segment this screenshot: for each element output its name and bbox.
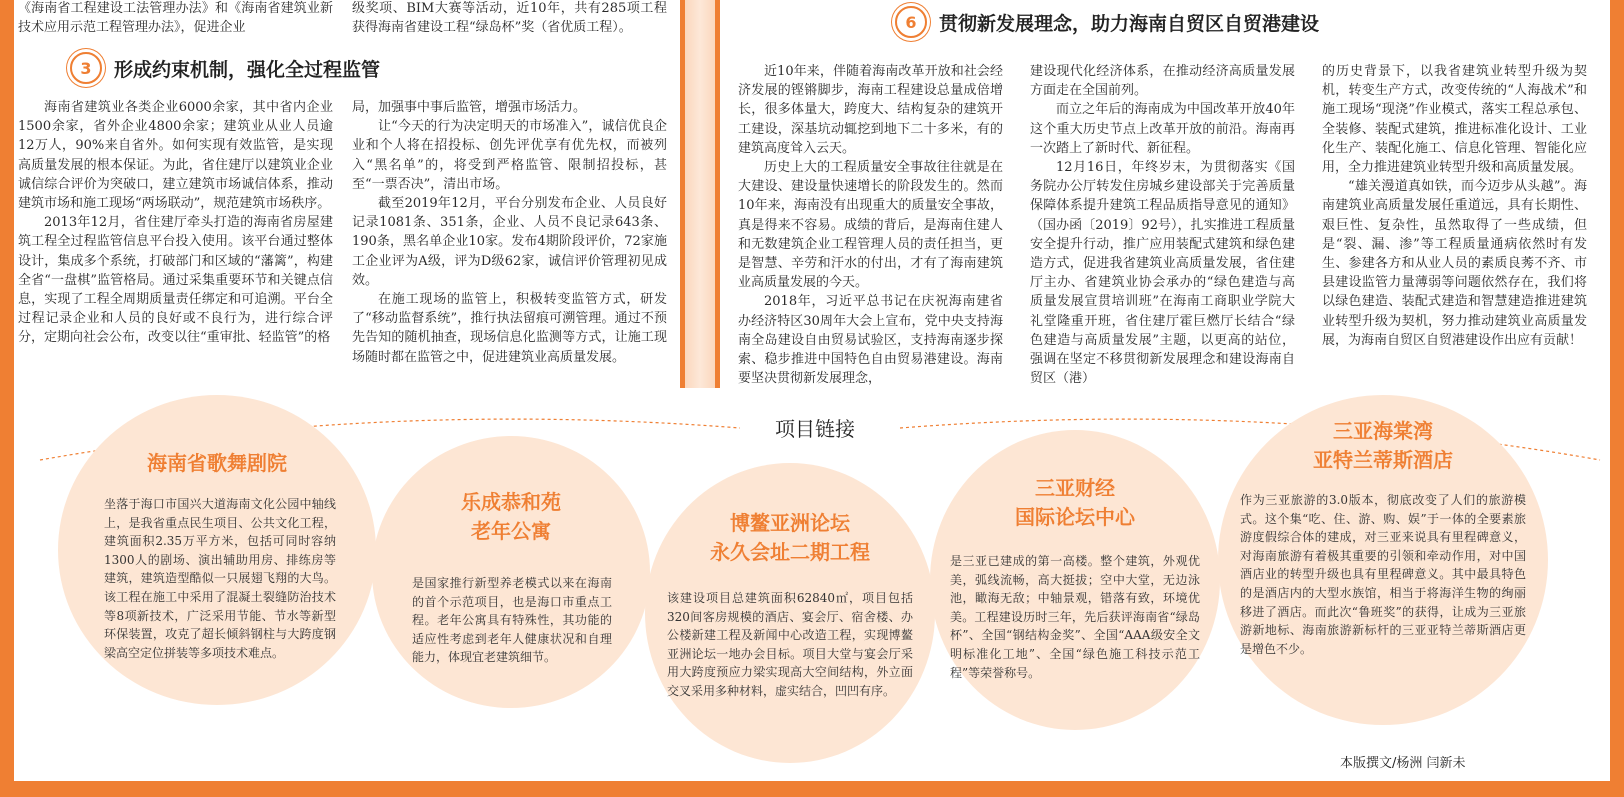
section-3-title: 形成约束机制，强化全过程监管 [114,58,381,81]
paragraph: 2018年，习近平总书记在庆祝海南建省办经济特区30周年大会上宣布，党中央支持海南全岛建设自由贸易试验区，支持海南逐步探索、稳步推进中国特色自由贸易港建设。海南要坚决贯彻新发展理念， [738,294,1003,387]
top-fragment-right: 级奖项、BIM大赛等活动，近10年，共有285项工程获得海南省建设工程“绿岛杯”奖（省优质工程）。 [352,1,667,36]
top-fragment-left: 《海南省工程建设工法管理办法》和《海南省建筑业新技术应用示范工程管理办法》，促进企业 [18,1,333,36]
paragraph: “雄关漫道真如铁，而今迈步从头越”。海南建筑业高质量发展任重道远，具有长期性、艰巨性、复杂性，虽然取得了一些成绩，但是“裂、漏、渗”等工程质量通病依然时有发生、参建各方和从业人员的素质良莠不齐、市县建设监管力量薄弱等问题依然存在，我们将以绿色建造、装配式建造和智慧建造推进建筑业转型升级为契机，努力推动建筑业高质量发展，为海南自贸区自贸港建设作出应有贡献！ [1322,179,1587,348]
paragraph: 建设现代化经济体系，在推动经济高质量发展方面走在全国前列。 [1030,64,1295,99]
paragraph: 截至2019年12月，平台分别发布企业、人员良好记录1081条、351条，企业、人员不良记录643条、190条，黑名单企业10家。发布4期阶段评价，72家施工企业评为A级，评为D级62家，诚信评价管理初见成效。 [352,196,667,288]
project-bubble-3 [645,463,935,763]
project-description: 坐落于海口市国兴大道海南文化公园中轴线上，是我省重点民生项目、公共文化工程，建筑面积2.35万平方米，包括可同时容纳1300人的剧场、演出辅助用房、排练房等建筑，建筑造型酷似一只展翅飞翔的大鸟。该工程在施工中采用了混凝土裂缝防治技术等8项新技术，广泛采用节能、节水等新型环保装置，攻克了超长倾斜钢柱与大跨度钢梁高空定位拼装等多项技术难点。 [104,497,336,660]
section-number-badge: 3 [70,52,102,84]
project-bubble-2 [372,436,650,708]
project-description: 是国家推行新型养老模式以来在海南的首个示范项目，也是海口市重点工程。老年公寓具有特殊性，其功能的适应性考虑到老年人健康状况和自理能力，体现宜老建筑细节。 [412,576,612,665]
section-6-title: 贯彻新发展理念，助力海南自贸区自贸港建设 [939,12,1320,35]
project-bubble-4 [930,430,1220,730]
paragraph: 局，加强事中事后监管，增强市场活力。 [352,100,587,115]
project-description: 是三亚已建成的第一高楼。整个建筑，外观优美，弧线流畅，高大挺拔；空中大堂，无边泳池，瞰海无敌；中轴景观，错落有致，环境优美。工程建设历时三年，先后获评海南省“绿岛杯”、全国“钢结构金奖”、全国“AAA级安全文明标准化工地”、全国“绿色施工科技示范工程”等荣誉称号。 [950,554,1200,680]
paragraph: 在施工现场的监管上，积极转变监管方式，研发了“移动监督系统”，推行执法留痕可溯管理。通过不预先告知的随机抽查，现场信息化监测等方式，让施工现场随时都在监管之中，促进建筑业高质量发展。 [352,292,667,365]
project-title: 乐成恭和苑 老年公寓 [461,490,561,543]
paragraph: 海南省建筑业各类企业6000余家，其中省内企业1500余家，省外企业4800余家；建筑业从业人员逾12万人，90%来自省外。如何实现有效监管，是实现高质量发展的根本保证。为此，省住建厅以建筑业企业诚信综合评价为突破口，建立建筑市场诚信体系，推动建筑市场和施工现场“两场联动”，规范建筑市场秩序。 [18,100,333,212]
project-title: 海南省歌舞剧院 [147,451,287,475]
project-bubble-5 [1218,395,1548,725]
paragraph: 12月16日，年终岁末，为贯彻落实《国务院办公厅转发住房城乡建设部关于完善质量保障体系提升建筑工程品质指导意见的通知》（国办函〔2019〕92号），扎实推进工程质量安全提升行动，推广应用装配式建筑和绿色建造方式，促进我省建筑业高质量发展，省住建厅主办、省建筑业协会承办的“绿色建造与高质量发展宣贯培训班”在海南工商职业学院大礼堂隆重开班，省住建厅霍巨燃厅长结合“绿色建造与高质量发展”主题，以更高的站位，强调在坚定不移贯彻新发展理念和建设海南自贸区（港） [1030,160,1295,387]
project-title: 三亚财经 国际论坛中心 [1015,476,1135,529]
paragraph: 2013年12月，省住建厅牵头打造的海南省房屋建筑工程全过程监管信息平台投入使用。该平台通过整体设计，集成多个系统，打破部门和区域的“藩篱”，构建全省“一盘棋”监管格局。通过采集重要环节和关键点信息，实现了工程全周期质量责任绑定和可追溯。平台全过程记录企业和人员的良好或不良行为，进行综合评分，定期向社会公布，改变以往“重审批、轻监管”的格 [18,215,333,346]
paragraph: 让“今天的行为决定明天的市场准入”，诚信优良企业和个人将在招投标、创先评优享有优先权，而被列入“黑名单”的，将受到严格监管、限制招投标，甚至“一票否决”，清出市场。 [352,119,667,192]
project-description: 该建设项目总建筑面积62840㎡，项目包括320间客房规模的酒店、宴会厅、宿舍楼、办公楼新建工程及新闻中心改造工程，实现博鳌亚洲论坛一地办会目标。项目大堂与宴会厅采用大跨度预应力梁实现高大空间结构，外立面交叉采用多种材料，虚实结合，凹凹有序。 [667,591,913,698]
project-description: 作为三亚旅游的3.0版本，彻底改变了人们的旅游模式。这个集“吃、住、游、购、娱”于一体的全要素旅游度假综合体的建成，对三亚来说具有里程碑意义，对海南旅游有着极其重要的引领和牵动作用，对中国酒店业的转型升级也具有里程碑意义。其中最具特色的是酒店内的大型水族馆，相当于将海洋生物的绚丽移进了酒店。而此次“鲁班奖”的获得，让成为三亚旅游新地标、海南旅游新标杆的三亚亚特兰蒂斯酒店更是增色不少。 [1240,493,1526,656]
paragraph: 的历史背景下，以我省建筑业转型升级为契机，转变生产方式，改变传统的“人海战术”和施工现场“现浇”作业模式，落实工程总承包、全装修、装配式建筑，推进标准化设计、工业化生产、装配化施工、信息化管理、智能化应用，全力推进建筑业转型升级和高质量发展。 [1322,64,1587,176]
section-number-badge: 6 [895,6,927,38]
project-bubble-1 [58,395,376,705]
author-credit: 本版撰文/杨洲 闫新未 [1340,756,1466,771]
project-links-heading: 项目链接 [775,417,855,441]
project-title: 博鳌亚洲论坛 永久会址二期工程 [710,511,870,564]
paragraph: 而立之年后的海南成为中国改革开放40年这个重大历史节点上改革开放的前沿。海南再一次踏上了新时代、新征程。 [1030,102,1295,156]
paragraph: 近10年来，伴随着海南改革开放和社会经济发展的铿锵脚步，海南工程建设总量成倍增长，很多体量大，跨度大、结构复杂的建筑开工建设，深基坑动辄挖到地下二十多米，有的建筑高度耸入云天。 [738,64,1003,156]
paragraph: 历史上大的工程质量安全事故往往就是在大建设、建设量快速增长的阶段发生的。然而10年来，海南没有出现重大的质量安全事故，真是得来不容易。成绩的背后，是海南住建人和无数建筑企业工程管理人员的责任担当，更是智慧、辛劳和汗水的付出，才有了海南建筑业高质量发展的今天。 [738,160,1003,291]
project-title: 三亚海棠湾 亚特兰蒂斯酒店 [1313,419,1453,472]
